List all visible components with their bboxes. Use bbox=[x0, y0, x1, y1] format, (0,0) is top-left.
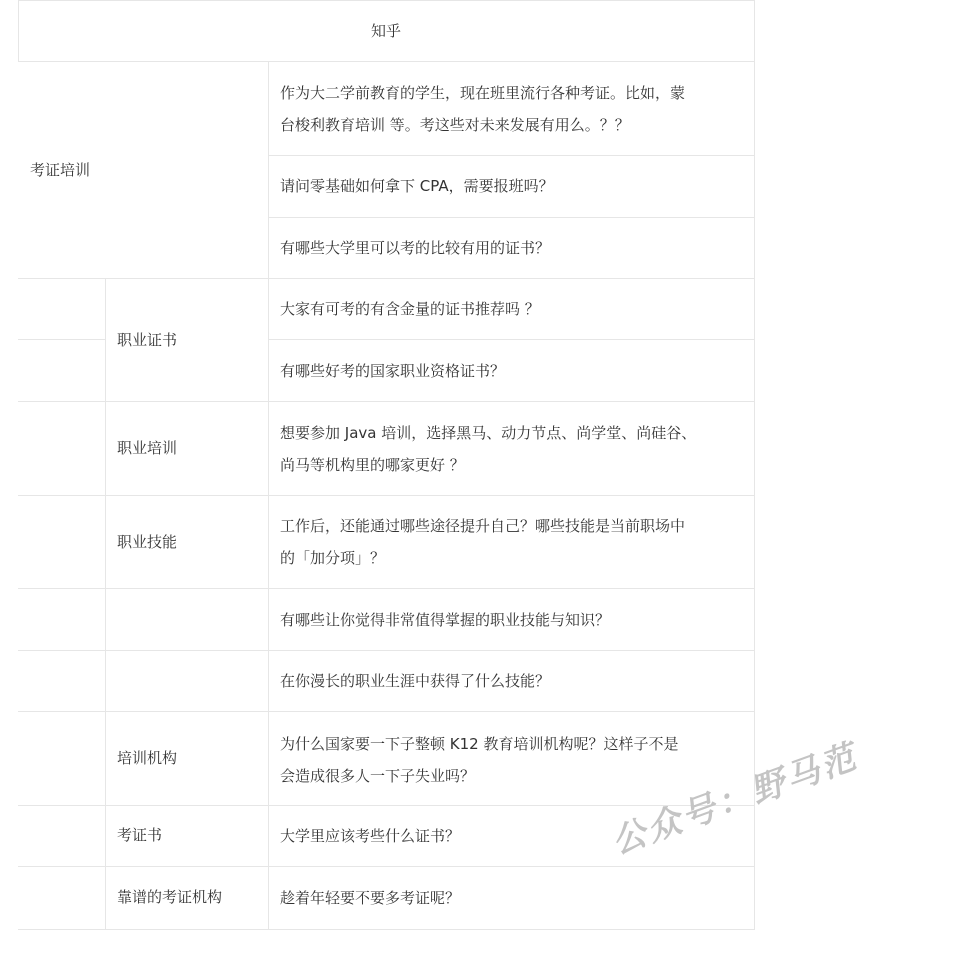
row-divider bbox=[18, 495, 755, 496]
question-link[interactable]: 大学里应该考些什么证书？ bbox=[280, 827, 461, 845]
question-link[interactable]: 作为大二学前教育的学生，现在班里流行各种考证。比如，蒙 bbox=[280, 84, 686, 102]
question-link[interactable]: 为什么国家要一下子整顿 K12 教育培训机构呢？这样子不是 bbox=[280, 735, 679, 753]
category-label: 考证培训 bbox=[30, 161, 91, 179]
column-divider-questions bbox=[268, 62, 269, 930]
question-link[interactable]: 工作后，还能通过哪些途径提升自己？哪些技能是当前职场中 bbox=[280, 517, 686, 535]
question-link[interactable]: 在你漫长的职业生涯中获得了什么技能？ bbox=[280, 672, 551, 690]
question-link[interactable]: 有哪些大学里可以考的比较有用的证书？ bbox=[280, 239, 551, 257]
question-link[interactable]: 的「加分项」？ bbox=[280, 549, 386, 567]
row-divider bbox=[18, 866, 755, 867]
row-divider bbox=[18, 401, 755, 402]
row-divider bbox=[18, 278, 755, 279]
subcategory-label: 靠谱的考证机构 bbox=[117, 888, 223, 906]
row-divider bbox=[268, 217, 755, 218]
subcategory-label: 职业技能 bbox=[117, 533, 178, 551]
row-divider bbox=[18, 339, 106, 340]
question-link[interactable]: 有哪些让你觉得非常值得掌握的职业技能与知识？ bbox=[280, 611, 611, 629]
row-divider bbox=[18, 711, 755, 712]
subcategory-label: 职业培训 bbox=[117, 439, 178, 457]
row-divider bbox=[18, 929, 755, 930]
row-divider bbox=[18, 61, 755, 62]
row-divider bbox=[18, 650, 755, 651]
row-divider bbox=[18, 0, 755, 1]
subcategory-label: 职业证书 bbox=[117, 331, 178, 349]
row-divider bbox=[18, 588, 755, 589]
column-divider-subcategory bbox=[105, 279, 106, 930]
question-link[interactable]: 想要参加 Java 培训，选择黑马、动力节点、尚学堂、尚硅谷、 bbox=[280, 424, 697, 442]
question-link[interactable]: 有哪些好考的国家职业资格证书？ bbox=[280, 362, 506, 380]
subcategory-label: 培训机构 bbox=[117, 749, 178, 767]
question-link[interactable]: 台梭利教育培训 等。考这些对未来发展有用么。？？ bbox=[280, 116, 630, 134]
question-link[interactable]: 尚马等机构里的哪家更好 ？ bbox=[280, 456, 465, 474]
subcategory-label: 考证书 bbox=[117, 826, 163, 844]
question-link[interactable]: 请问零基础如何拿下 CPA，需要报班吗？ bbox=[280, 177, 554, 195]
question-link[interactable]: 趁着年轻要不要多考证呢？ bbox=[280, 889, 461, 907]
watermark: 公众号：野马范 bbox=[606, 736, 864, 863]
question-link[interactable]: 会造成很多人一下子失业吗？ bbox=[280, 767, 476, 785]
row-divider bbox=[268, 339, 755, 340]
row-divider bbox=[268, 155, 755, 156]
question-link[interactable]: 大家有可考的有含金量的证书推荐吗 ？ bbox=[280, 300, 540, 318]
table-title: 知乎 bbox=[370, 22, 401, 40]
